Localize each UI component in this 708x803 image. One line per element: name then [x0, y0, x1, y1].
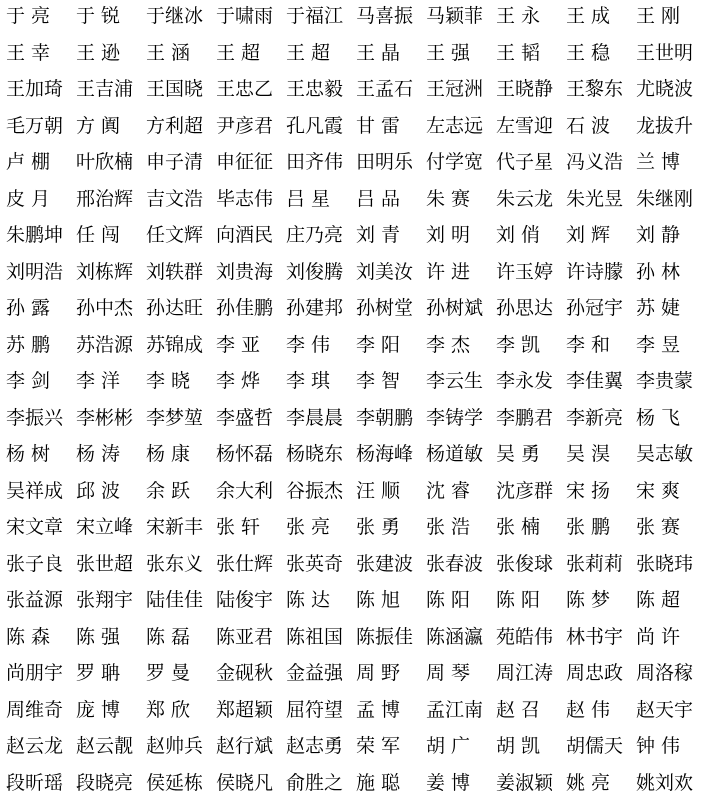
name-entry: 杨道敏: [426, 438, 496, 475]
name-entry: 李朝鹏: [356, 402, 426, 439]
name-entry: 刘栋辉: [76, 256, 146, 293]
name-entry: 孙中杰: [76, 292, 146, 329]
name-entry: 申征征: [216, 146, 286, 183]
name-entry: 王国晓: [146, 73, 216, 110]
name-entry: 张益源: [6, 584, 76, 621]
name-entry: 王忠毅: [286, 73, 356, 110]
name-entry: 邢治辉: [76, 183, 146, 220]
name-entry: 赵云龙: [6, 730, 76, 767]
name-entry: 陈 达: [286, 584, 356, 621]
name-entry: 陆佳佳: [146, 584, 216, 621]
name-entry: 李彬彬: [76, 402, 146, 439]
name-entry: 张 亮: [286, 511, 356, 548]
name-entry: 段晓亮: [76, 767, 146, 803]
name-entry: 冯义浩: [566, 146, 636, 183]
name-entry: 余 跃: [146, 475, 216, 512]
name-entry: 宋立峰: [76, 511, 146, 548]
name-entry: 田齐伟: [286, 146, 356, 183]
name-entry: 李 伟: [286, 329, 356, 366]
name-entry: 周洛稼: [636, 657, 706, 694]
name-entry: 朱继刚: [636, 183, 706, 220]
name-entry: 罗 曼: [146, 657, 216, 694]
name-entry: 孙思达: [496, 292, 566, 329]
name-entry: 陈涵瀛: [426, 621, 496, 658]
name-entry: 王 幸: [6, 37, 76, 74]
name-entry: 李贵蒙: [636, 365, 706, 402]
name-entry: 张晓玮: [636, 548, 706, 585]
name-entry: 尤晓波: [636, 73, 706, 110]
name-entry: 侯晓凡: [216, 767, 286, 803]
name-entry: 皮 月: [6, 183, 76, 220]
name-entry: 刘俊腾: [286, 256, 356, 293]
name-entry: 李鹏君: [496, 402, 566, 439]
name-entry: 卢 棚: [6, 146, 76, 183]
name-entry: 杨 涛: [76, 438, 146, 475]
name-entry: 于福江: [286, 0, 356, 37]
name-entry: 王 成: [566, 0, 636, 37]
name-entry: 孙 露: [6, 292, 76, 329]
name-entry: 谷振杰: [286, 475, 356, 512]
name-entry: 吕 品: [356, 183, 426, 220]
name-entry: 尚朋宇: [6, 657, 76, 694]
name-entry: 王 超: [286, 37, 356, 74]
name-entry: 侯延栋: [146, 767, 216, 803]
name-entry: 张莉莉: [566, 548, 636, 585]
name-entry: 王 晶: [356, 37, 426, 74]
name-entry: 刘美汝: [356, 256, 426, 293]
name-entry: 王 永: [496, 0, 566, 37]
name-entry: 张仕辉: [216, 548, 286, 585]
name-entry: 孙佳鹏: [216, 292, 286, 329]
name-entry: 李振兴: [6, 402, 76, 439]
name-entry: 王 强: [426, 37, 496, 74]
name-entry: 汪 顺: [356, 475, 426, 512]
name-entry: 李 晓: [146, 365, 216, 402]
name-entry: 左志远: [426, 110, 496, 147]
name-entry: 俞胜之: [286, 767, 356, 803]
name-entry: 朱光昱: [566, 183, 636, 220]
name-entry: 陈 旭: [356, 584, 426, 621]
name-entry: 石 波: [566, 110, 636, 147]
name-entry: 马颖菲: [426, 0, 496, 37]
name-entry: 李 智: [356, 365, 426, 402]
name-entry: 方 阗: [76, 110, 146, 147]
name-entry: 苏 婕: [636, 292, 706, 329]
name-entry: 孙 林: [636, 256, 706, 293]
name-entry: 胡 凯: [496, 730, 566, 767]
name-entry: 吕 星: [286, 183, 356, 220]
name-entry: 刘贵海: [216, 256, 286, 293]
name-entry: 李 昱: [636, 329, 706, 366]
name-entry: 郑超颖: [216, 694, 286, 731]
name-entry: 代子星: [496, 146, 566, 183]
name-entry: 姜 博: [426, 767, 496, 803]
name-entry: 张 赛: [636, 511, 706, 548]
name-entry: 王晓静: [496, 73, 566, 110]
name-entry: 陈 阳: [496, 584, 566, 621]
name-entry: 周维奇: [6, 694, 76, 731]
name-entry: 吴 勇: [496, 438, 566, 475]
name-entry: 李 和: [566, 329, 636, 366]
name-entry: 申子清: [146, 146, 216, 183]
name-entry: 宋 扬: [566, 475, 636, 512]
name-entry: 赵云靓: [76, 730, 146, 767]
name-entry: 张 浩: [426, 511, 496, 548]
name-entry: 王 超: [216, 37, 286, 74]
name-entry: 刘 俏: [496, 219, 566, 256]
name-entry: 庞 博: [76, 694, 146, 731]
name-entry: 陈 强: [76, 621, 146, 658]
name-entry: 尹彦君: [216, 110, 286, 147]
name-entry: 王 涵: [146, 37, 216, 74]
name-entry: 王孟石: [356, 73, 426, 110]
name-entry: 吉文浩: [146, 183, 216, 220]
name-entry: 张 勇: [356, 511, 426, 548]
name-entry: 赵 伟: [566, 694, 636, 731]
name-entry: 施 聪: [356, 767, 426, 803]
name-entry: 钟 伟: [636, 730, 706, 767]
name-entry: 孙建邦: [286, 292, 356, 329]
name-entry: 罗 聃: [76, 657, 146, 694]
name-entry: 苑皓伟: [496, 621, 566, 658]
name-entry: 孙树斌: [426, 292, 496, 329]
name-entry: 孔凡霞: [286, 110, 356, 147]
name-entry: 李云生: [426, 365, 496, 402]
name-entry: 杨 树: [6, 438, 76, 475]
name-entry: 王 韬: [496, 37, 566, 74]
name-entry: 陈 森: [6, 621, 76, 658]
name-entry: 吴志敏: [636, 438, 706, 475]
name-entry: 苏浩源: [76, 329, 146, 366]
name-entry: 孙树堂: [356, 292, 426, 329]
name-entry: 苏 鹏: [6, 329, 76, 366]
name-entry: 邱 波: [76, 475, 146, 512]
name-entry: 王 逊: [76, 37, 146, 74]
name-entry: 朱 赛: [426, 183, 496, 220]
name-entry: 许玉婷: [496, 256, 566, 293]
name-entry: 李 琪: [286, 365, 356, 402]
name-entry: 李铸学: [426, 402, 496, 439]
name-entry: 于继冰: [146, 0, 216, 37]
name-entry: 李新亮: [566, 402, 636, 439]
name-entry: 赵天宇: [636, 694, 706, 731]
name-entry: 荣 军: [356, 730, 426, 767]
name-entry: 胡儒天: [566, 730, 636, 767]
name-entry: 张东义: [146, 548, 216, 585]
name-entry: 马喜振: [356, 0, 426, 37]
name-entry: 张建波: [356, 548, 426, 585]
name-entry: 周忠政: [566, 657, 636, 694]
name-entry: 胡 广: [426, 730, 496, 767]
name-entry: 陈 超: [636, 584, 706, 621]
name-entry: 陈 梦: [566, 584, 636, 621]
name-entry: 李晨晨: [286, 402, 356, 439]
name-entry: 沈彦群: [496, 475, 566, 512]
name-entry: 任文辉: [146, 219, 216, 256]
name-entry: 李梦堃: [146, 402, 216, 439]
name-entry: 郑 欣: [146, 694, 216, 731]
name-entry: 苏锦成: [146, 329, 216, 366]
name-entry: 李永发: [496, 365, 566, 402]
name-entry: 金砚秋: [216, 657, 286, 694]
name-entry: 王 稳: [566, 37, 636, 74]
name-entry: 张春波: [426, 548, 496, 585]
name-entry: 刘轶群: [146, 256, 216, 293]
name-entry: 张英奇: [286, 548, 356, 585]
name-entry: 张子良: [6, 548, 76, 585]
name-entry: 李 洋: [76, 365, 146, 402]
name-entry: 杨 康: [146, 438, 216, 475]
name-entry: 孙达旺: [146, 292, 216, 329]
name-entry: 于 锐: [76, 0, 146, 37]
name-entry: 孟 博: [356, 694, 426, 731]
name-entry: 于啸雨: [216, 0, 286, 37]
name-entry: 刘 青: [356, 219, 426, 256]
name-entry: 付学宽: [426, 146, 496, 183]
name-entry: 宋新丰: [146, 511, 216, 548]
name-entry: 赵 召: [496, 694, 566, 731]
name-entry: 李 剑: [6, 365, 76, 402]
name-entry: 杨海峰: [356, 438, 426, 475]
name-entry: 刘 静: [636, 219, 706, 256]
name-list: [6, 0, 706, 803]
name-entry: 姜淑颖: [496, 767, 566, 803]
name-entry: 沈 睿: [426, 475, 496, 512]
name-entry: 陈祖国: [286, 621, 356, 658]
name-entry: 刘 明: [426, 219, 496, 256]
name-entry: 田明乐: [356, 146, 426, 183]
name-entry: 陈亚君: [216, 621, 286, 658]
name-entry: 段昕瑶: [6, 767, 76, 803]
name-entry: 王冠洲: [426, 73, 496, 110]
name-entry: 宋文章: [6, 511, 76, 548]
name-entry: 陆俊宇: [216, 584, 286, 621]
name-entry: 杨怀磊: [216, 438, 286, 475]
name-entry: 许诗朦: [566, 256, 636, 293]
name-entry: 毕志伟: [216, 183, 286, 220]
name-entry: 任 闯: [76, 219, 146, 256]
name-entry: 杨晓东: [286, 438, 356, 475]
name-entry: 朱云龙: [496, 183, 566, 220]
name-entry: 朱鹏坤: [6, 219, 76, 256]
name-entry: 姚 亮: [566, 767, 636, 803]
name-entry: 王吉浦: [76, 73, 146, 110]
name-entry: 赵志勇: [286, 730, 356, 767]
name-entry: 赵帅兵: [146, 730, 216, 767]
name-entry: 赵行斌: [216, 730, 286, 767]
name-entry: 陈 磊: [146, 621, 216, 658]
name-entry: 李 阳: [356, 329, 426, 366]
name-entry: 李佳翼: [566, 365, 636, 402]
name-entry: 金益强: [286, 657, 356, 694]
name-entry: 屈符望: [286, 694, 356, 731]
name-entry: 龙拔升: [636, 110, 706, 147]
name-entry: 姚刘欢: [636, 767, 706, 803]
name-entry: 张 轩: [216, 511, 286, 548]
name-entry: 李 凯: [496, 329, 566, 366]
name-entry: 叶欣楠: [76, 146, 146, 183]
name-entry: 张翔宇: [76, 584, 146, 621]
name-entry: 陈振佳: [356, 621, 426, 658]
name-entry: 王黎东: [566, 73, 636, 110]
name-entry: 周 琴: [426, 657, 496, 694]
name-entry: 兰 博: [636, 146, 706, 183]
name-entry: 周 野: [356, 657, 426, 694]
name-entry: 甘 雷: [356, 110, 426, 147]
name-entry: 王世明: [636, 37, 706, 74]
name-entry: 李 亚: [216, 329, 286, 366]
name-entry: 尚 许: [636, 621, 706, 658]
name-entry: 周江涛: [496, 657, 566, 694]
name-entry: 吴 淏: [566, 438, 636, 475]
name-entry: 庄乃亮: [286, 219, 356, 256]
name-entry: 于 亮: [6, 0, 76, 37]
name-entry: 吴祥成: [6, 475, 76, 512]
name-entry: 向酒民: [216, 219, 286, 256]
name-entry: 宋 爽: [636, 475, 706, 512]
name-entry: 王忠乙: [216, 73, 286, 110]
name-entry: 林书宇: [566, 621, 636, 658]
name-entry: 孟江南: [426, 694, 496, 731]
name-entry: 李 杰: [426, 329, 496, 366]
name-entry: 孙冠宇: [566, 292, 636, 329]
name-entry: 王加琦: [6, 73, 76, 110]
name-entry: 李盛哲: [216, 402, 286, 439]
name-entry: 张世超: [76, 548, 146, 585]
name-entry: 张俊球: [496, 548, 566, 585]
name-entry: 刘明浩: [6, 256, 76, 293]
name-entry: 毛万朝: [6, 110, 76, 147]
name-entry: 左雪迎: [496, 110, 566, 147]
name-entry: 王 刚: [636, 0, 706, 37]
name-entry: 刘 辉: [566, 219, 636, 256]
name-entry: 张 鹏: [566, 511, 636, 548]
name-entry: 余大利: [216, 475, 286, 512]
name-entry: 许 进: [426, 256, 496, 293]
name-entry: 李 烨: [216, 365, 286, 402]
name-entry: 陈 阳: [426, 584, 496, 621]
name-entry: 杨 飞: [636, 402, 706, 439]
name-entry: 方利超: [146, 110, 216, 147]
name-entry: 张 楠: [496, 511, 566, 548]
